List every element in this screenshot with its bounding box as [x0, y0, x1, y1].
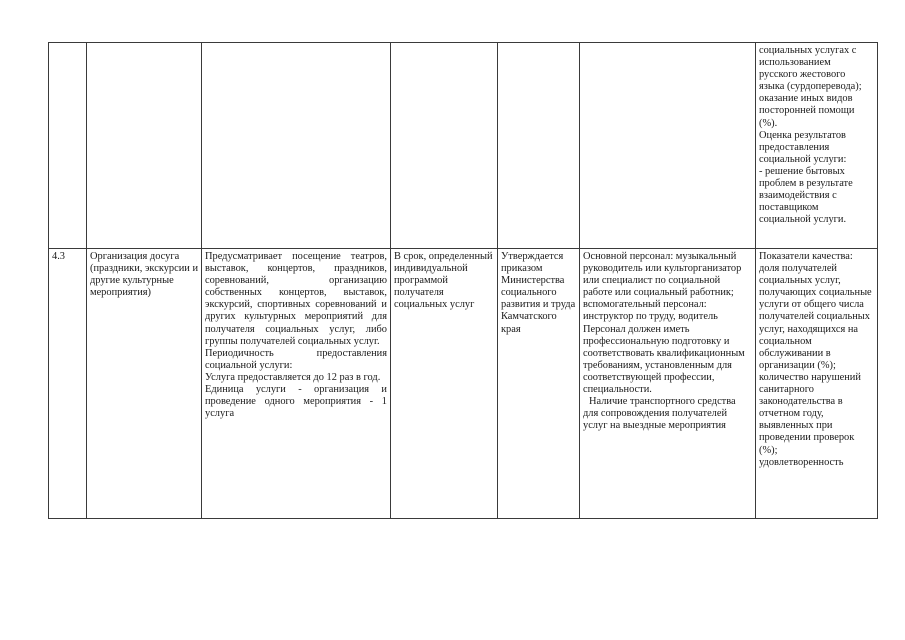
text-line: (%). [759, 117, 778, 129]
cell-service-name: Организация досуга (праздники, экскурсии и другие культурные мероприятия) [87, 249, 202, 519]
quality-heading: Показатели качества: [759, 251, 853, 262]
text-line: предоставления [759, 141, 830, 153]
text-line: оказание иных видов [759, 93, 853, 105]
conditions-aux-staff: вспомогательный персонал: инструктор по труду, водитель [583, 299, 718, 323]
text-line: социальных услугах с [759, 45, 857, 56]
cell-conditions [580, 249, 756, 519]
text-line: социальной услуги. [759, 214, 847, 226]
text-line: посторонней помощи [759, 105, 855, 117]
conditions-main-staff: Основной персонал: музыкальный руководитель или культорганизатор или специалист по социальной работе или социальный работник; [583, 251, 742, 299]
cell-quality-continuation [756, 43, 878, 249]
description-periodicity-value: Услуга предоставляется до 12 раз в год. [205, 371, 381, 383]
text-line: поставщиком [759, 202, 819, 214]
text-line: взаимодействия с [759, 190, 837, 202]
text-line: Оценка результатов [759, 129, 846, 141]
cell-description-empty [202, 43, 391, 249]
text-line: языка (сурдоперевода); [759, 81, 862, 93]
cell-number-empty [49, 43, 87, 249]
text-line: проблем в результате [759, 178, 853, 190]
cell-timing-empty [391, 43, 498, 249]
text-line: социальной услуги: [759, 153, 847, 165]
services-table [48, 42, 878, 519]
description-periodicity-label: Периодичность предоставления социальной услуги: [205, 347, 387, 371]
quality-continuation-text [759, 45, 874, 226]
text-line: русского жестового [759, 69, 846, 81]
text-line: - решение бытовых [759, 165, 845, 177]
text-line: использованием [759, 57, 831, 69]
quality-indicator-satisfaction: удовлетворенность [759, 456, 844, 468]
conditions-transport: Наличие транспортного средства для сопровождения получателей услуг на выездные мероприятия [583, 396, 736, 432]
table-row-4-3 [49, 249, 878, 519]
cell-timing: В срок, определенный индивидуальной программой получателя социальных услуг [391, 249, 498, 519]
cell-quality [756, 249, 878, 519]
cell-tariff-empty [498, 43, 580, 249]
cell-tariff: Утверждается приказом Министерства социального развития и труда Камчатского края [498, 249, 580, 519]
conditions-qualification: Персонал должен иметь профессиональную подготовку и соответствовать квалификационным требованиям, установленным для соответствующей профессии, специальности. [583, 323, 745, 396]
description-unit: Единица услуги - организация и проведение одного мероприятия - 1 услуга [205, 384, 387, 420]
quality-indicator-share: доля получателей социальных услуг, получающих социальные услуги от общего числа получателей социальных услуг, находящихся на социальном обслуживании в организации (%); [759, 263, 872, 371]
quality-indicator-violations: количество нарушений санитарного законодательства в отчетном году, выявленных при проведении проверок (%); [759, 371, 861, 456]
cell-description [202, 249, 391, 519]
cell-name-empty [87, 43, 202, 249]
description-main: Предусматривает посещение театров, выставок, концертов, праздников, соревнований, организацию собственных концертов, выставок, экскурсий, спортивных соревнований и других культурных мероприятий для получателя социальных услуг, либо группы получателей социальных услуг. [205, 251, 387, 347]
cell-number: 4.3 [49, 249, 87, 519]
table-row-continuation [49, 43, 878, 249]
cell-conditions-empty [580, 43, 756, 249]
